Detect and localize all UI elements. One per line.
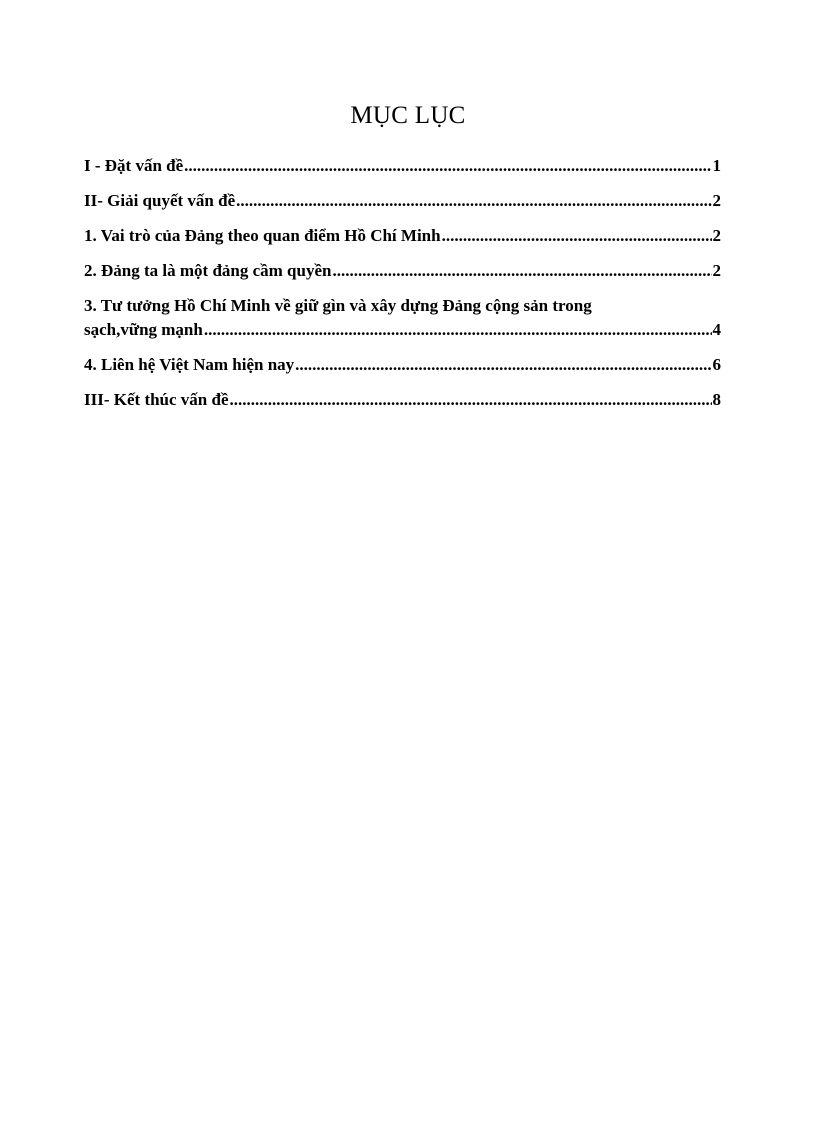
toc-leader-dots [442, 224, 712, 248]
toc-entry-5[interactable] [84, 294, 721, 342]
toc-page-number: 2 [712, 191, 721, 210]
toc-entry-text-line1: 3. Tư tưởng Hồ Chí Minh về giữ gìn và xây dựng Đảng cộng sản trong [84, 296, 592, 315]
toc-entry-text: II- Giải quyết vấn đề [84, 191, 236, 210]
toc-page-number: 2 [712, 226, 721, 245]
toc-page-number: 6 [712, 355, 721, 374]
toc-leader-dots [204, 318, 712, 342]
toc-entry-text: 2. Đảng ta là một đảng cầm quyền [84, 261, 332, 280]
toc-leader-dots [184, 154, 711, 178]
toc-leader-dots [332, 259, 711, 283]
table-of-contents [84, 154, 721, 423]
toc-entry-text: III- Kết thúc vấn đề [84, 390, 229, 409]
toc-page-number: 4 [712, 320, 721, 339]
toc-page-number: 2 [712, 261, 721, 280]
toc-entry-text: 1. Vai trò của Đảng theo quan điểm Hồ Chí Minh [84, 226, 441, 245]
toc-entry-7[interactable] [84, 388, 721, 412]
toc-leader-dots [230, 388, 712, 412]
toc-entry-4[interactable] [84, 259, 721, 283]
toc-page-number: 1 [712, 156, 721, 175]
toc-entry-text: I - Đặt vấn đề [84, 156, 184, 175]
toc-page-number: 8 [712, 390, 721, 409]
toc-entry-1[interactable] [84, 154, 721, 178]
page-title: MỤC LỤC [350, 102, 466, 129]
toc-entry-text: sạch,vững mạnh [84, 320, 203, 339]
toc-entry-3[interactable] [84, 224, 721, 248]
toc-entry-2[interactable] [84, 189, 721, 213]
toc-leader-dots [236, 189, 711, 213]
toc-entry-text: 4. Liên hệ Việt Nam hiện nay [84, 355, 295, 374]
toc-entry-6[interactable] [84, 353, 721, 377]
toc-leader-dots [295, 353, 711, 377]
